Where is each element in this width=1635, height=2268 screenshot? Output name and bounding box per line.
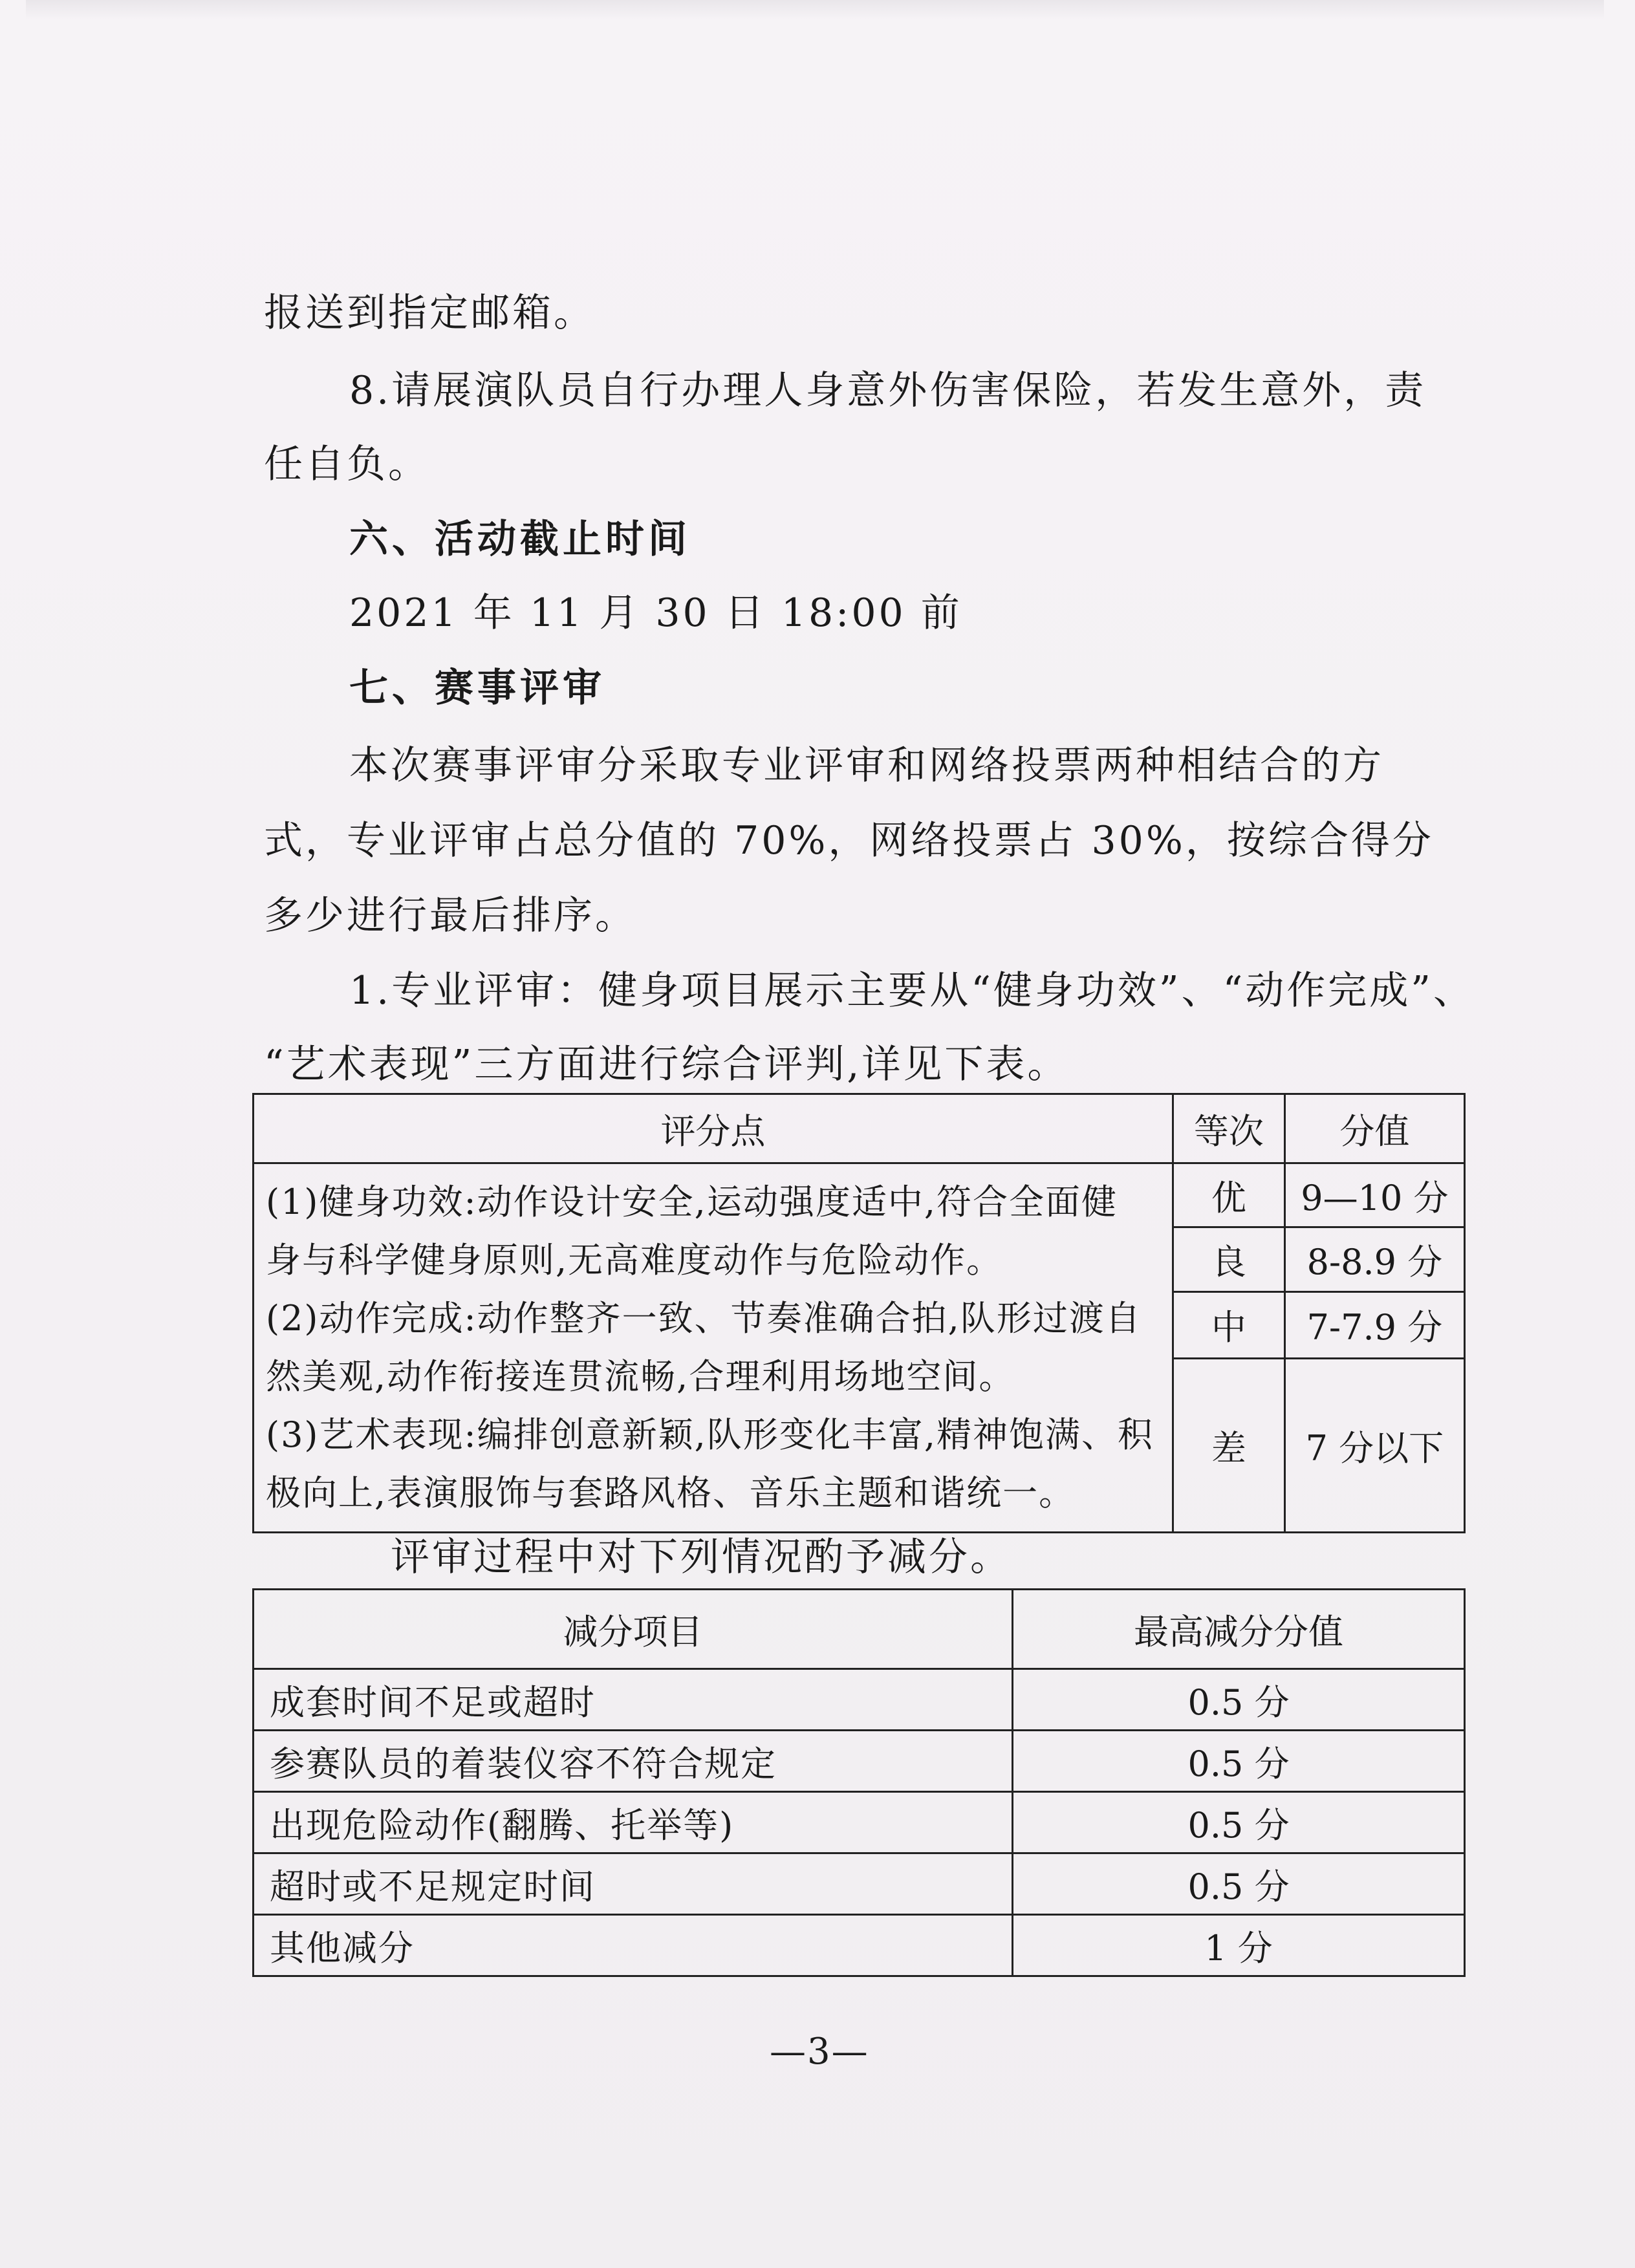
- text-line: 8.请展演队员自行办理人身意外伤害保险，若发生意外，责: [349, 368, 1427, 413]
- score-cell: 7-7.9 分: [1284, 1291, 1464, 1359]
- deduction-value: 0.5 分: [1013, 1792, 1465, 1853]
- table-row: [254, 1915, 1465, 1976]
- table-row: [254, 1853, 1465, 1915]
- deduction-item: 出现危险动作(翻腾、托举等): [254, 1792, 1013, 1853]
- text-line: 式，专业评审占总分值的 70%，网络投票占 30%，按综合得分: [264, 818, 1434, 863]
- text-line: 本次赛事评审分采取专业评审和网络投票两种相结合的方: [349, 743, 1384, 788]
- deduction-item: 参赛队员的着装仪容不符合规定: [254, 1731, 1013, 1792]
- scoring-table: [252, 1093, 1466, 1533]
- criteria-cell: [254, 1163, 1173, 1533]
- table-row: [254, 1163, 1465, 1227]
- grade-cell: 差: [1173, 1359, 1284, 1533]
- header-grade: 等次: [1173, 1094, 1284, 1163]
- text-line: 评审过程中对下列情况酌予减分。: [391, 1535, 1012, 1580]
- table-row: [254, 1669, 1465, 1731]
- deadline-text: 2021 年 11 月 30 日 18:00 前: [349, 590, 962, 636]
- text-line: “艺术表现”三方面进行综合评判,详见下表。: [264, 1042, 1069, 1087]
- header-deduction-item: 减分项目: [254, 1590, 1013, 1669]
- criteria-line: (3)艺术表现:编排创意新颖,队形变化丰富,精神饱满、积: [266, 1414, 1154, 1455]
- table-row: [254, 1731, 1465, 1792]
- deduction-value: 0.5 分: [1013, 1669, 1465, 1731]
- header-max-deduction: 最高减分分值: [1013, 1590, 1465, 1669]
- grade-cell: 优: [1173, 1163, 1284, 1227]
- deduction-item: 成套时间不足或超时: [254, 1669, 1013, 1731]
- criteria-line: 然美观,动作衔接连贯流畅,合理利用场地空间。: [266, 1356, 1015, 1397]
- page-number: —3—: [770, 2031, 869, 2073]
- criteria-line: (1)健身功效:动作设计安全,运动强度适中,符合全面健: [266, 1182, 1118, 1222]
- deduction-value: 0.5 分: [1013, 1731, 1465, 1792]
- deduction-item: 其他减分: [254, 1915, 1013, 1976]
- text-line: 任自负。: [264, 442, 429, 487]
- criteria-line: (2)动作完成:动作整齐一致、节奏准确合拍,队形过渡自: [266, 1298, 1142, 1339]
- text-line: 多少进行最后排序。: [264, 893, 636, 938]
- section-heading-6: 六、活动截止时间: [349, 517, 691, 562]
- header-score: 分值: [1284, 1094, 1464, 1163]
- criteria-line: 身与科学健身原则,无高难度动作与危险动作。: [266, 1240, 1003, 1280]
- header-scoring-point: 评分点: [254, 1094, 1173, 1163]
- text-line: 报送到指定邮箱。: [264, 290, 595, 336]
- deduction-table: [252, 1588, 1466, 1977]
- criteria-line: 极向上,表演服饰与套路风格、音乐主题和谐统一。: [266, 1473, 1076, 1513]
- scan-edge: [26, 0, 1604, 19]
- score-cell: 8-8.9 分: [1284, 1227, 1464, 1291]
- deduction-value: 1 分: [1013, 1915, 1465, 1976]
- grade-cell: 良: [1173, 1227, 1284, 1291]
- deduction-value: 0.5 分: [1013, 1853, 1465, 1915]
- section-heading-7: 七、赛事评审: [349, 665, 605, 711]
- score-cell: 7 分以下: [1284, 1359, 1464, 1533]
- table-header-row: [254, 1590, 1465, 1669]
- text-line: 1.专业评审：健身项目展示主要从“健身功效”、“动作完成”、: [349, 968, 1475, 1013]
- deduction-item: 超时或不足规定时间: [254, 1853, 1013, 1915]
- table-header-row: [254, 1094, 1465, 1163]
- table-row: [254, 1792, 1465, 1853]
- score-cell: 9—10 分: [1284, 1163, 1464, 1227]
- grade-cell: 中: [1173, 1291, 1284, 1359]
